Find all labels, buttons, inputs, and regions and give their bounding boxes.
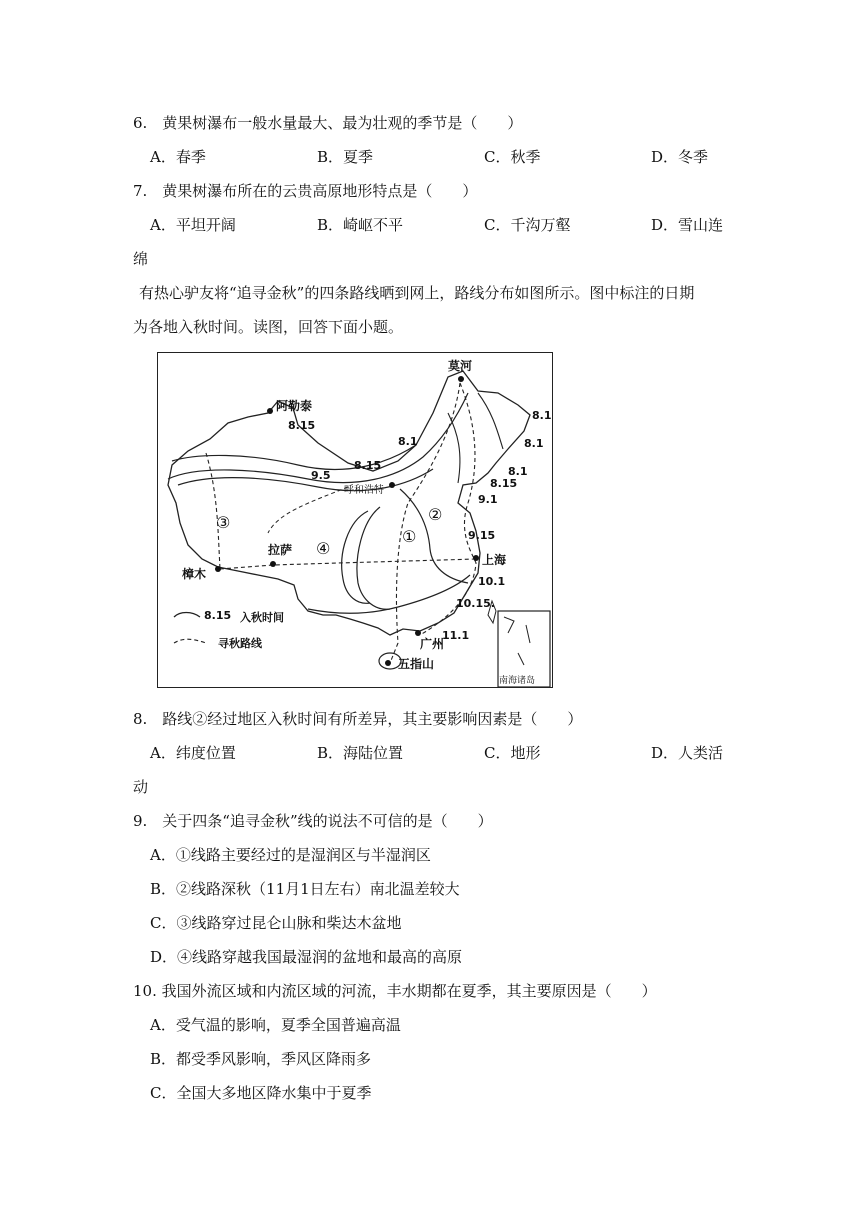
date-label: 11.1 xyxy=(442,629,470,642)
city-label-lasa: 拉萨 xyxy=(268,543,293,557)
question-6-stem: 6. 黄果树瀑布一般水量最大、最为壮观的季节是（ ） xyxy=(133,114,523,132)
date-label: 9.5 xyxy=(311,469,331,482)
isoline xyxy=(448,413,460,483)
isoline xyxy=(308,575,470,613)
option-d: D．人类活 xyxy=(651,744,724,762)
option-b: B．夏季 xyxy=(317,148,374,166)
city-dot-zhangmu xyxy=(215,566,221,572)
date-label: 10.15. xyxy=(456,597,495,610)
city-label-shanghai: 上海 xyxy=(482,553,507,567)
question-7-stem: 7. 黄果树瀑布所在的云贵高原地形特点是（ ） xyxy=(133,182,478,200)
option-a: A．春季 xyxy=(150,148,206,166)
option-b: B．②线路深秋（11月1日左右）南北温差较大 xyxy=(150,880,460,898)
date-label: 10.1 xyxy=(478,575,506,588)
option-b: B．崎岖不平 xyxy=(317,216,404,234)
date-label: 8.15 xyxy=(288,419,316,432)
inset-coast xyxy=(504,617,530,665)
option-a: A．受气温的影响，夏季全国普遍高温 xyxy=(150,1016,401,1034)
option-c: C．全国大多地区降水集中于夏季 xyxy=(150,1084,372,1102)
city-dot-wuzhishan xyxy=(385,660,391,666)
city-dot-lasa xyxy=(270,561,276,567)
question-8-options xyxy=(150,742,740,763)
question-7-option-continuation: 绵 xyxy=(133,250,149,268)
option-c: C．③线路穿过昆仑山脉和柴达木盆地 xyxy=(150,914,402,932)
date-label: 9.1 xyxy=(478,493,498,506)
city-label-huhehaote: 呼和浩特 xyxy=(344,485,384,496)
question-7-options xyxy=(150,214,740,235)
isoline xyxy=(357,507,390,609)
city-dot-aletai xyxy=(267,408,273,414)
route-branch xyxy=(268,487,348,533)
city-label-aletai: 阿勒泰 xyxy=(276,399,313,413)
question-6-options xyxy=(150,146,740,167)
route-4-marker: ④ xyxy=(316,539,331,558)
date-label: 8.1 xyxy=(398,435,418,448)
option-b: B．海陆位置 xyxy=(317,744,404,762)
isoline xyxy=(478,393,503,449)
date-label: 8.1 xyxy=(508,465,528,478)
intro-line-1: 有热心驴友将“追寻金秋”的四条路线晒到网上，路线分布如图所示。图中标注的日期 xyxy=(139,284,695,302)
intro-line-2: 为各地入秋时间。读图，回答下面小题。 xyxy=(133,318,404,336)
legend-isoline-value: 8.15 xyxy=(204,609,232,622)
option-c: C．千沟万壑 xyxy=(484,216,571,234)
city-label-wuzhishan: 五指山 xyxy=(398,657,435,671)
city-label-mohe: 莫河 xyxy=(448,359,473,373)
city-dot-mohe xyxy=(458,376,464,382)
city-dot-huhehaote xyxy=(389,482,395,488)
option-d: D．雪山连 xyxy=(651,216,724,234)
date-label: 8.15 xyxy=(354,459,382,472)
date-label: 8.15 xyxy=(490,477,518,490)
option-c: C．秋季 xyxy=(484,148,541,166)
city-label-zhangmu: 樟木 xyxy=(182,567,207,581)
route-1-marker: ① xyxy=(402,527,417,546)
date-label: 8.1 xyxy=(532,409,552,422)
city-label-guangzhou: 广州 xyxy=(420,637,445,651)
option-a: A．纬度位置 xyxy=(150,744,236,762)
question-10-stem: 10. 我国外流区域和内流区域的河流，丰水期都在夏季，其主要原因是（ ） xyxy=(133,982,657,1000)
question-8-stem: 8. 路线②经过地区入秋时间有所差异，其主要影响因素是（ ） xyxy=(133,710,583,728)
date-label: 9.15 xyxy=(468,529,496,542)
city-dot-shanghai xyxy=(473,555,479,561)
option-b: B．都受季风影响，季风区降雨多 xyxy=(150,1050,372,1068)
option-d: D．④线路穿越我国最湿润的盆地和最高的高原 xyxy=(150,948,463,966)
country-outline xyxy=(168,371,530,635)
route-2-marker: ② xyxy=(428,505,443,524)
legend-route-label: 寻秋路线 xyxy=(218,637,262,650)
date-label: 8.1 xyxy=(524,437,544,450)
option-a: A．平坦开阔 xyxy=(150,216,236,234)
isoline xyxy=(178,469,433,491)
autumn-routes-map xyxy=(157,352,553,688)
legend-isoline-label: 入秋时间 xyxy=(240,611,284,624)
option-c: C．地形 xyxy=(484,744,541,762)
inset-label: 南海诸岛 xyxy=(499,676,536,686)
option-d: D．冬季 xyxy=(651,148,709,166)
question-9-stem: 9. 关于四条“追寻金秋”线的说法不可信的是（ ） xyxy=(133,812,493,830)
question-8-option-continuation: 动 xyxy=(133,778,149,796)
option-a: A．①线路主要经过的是湿润区与半湿润区 xyxy=(150,846,431,864)
legend-isoline-symbol xyxy=(174,613,200,618)
route-3-marker: ③ xyxy=(216,513,231,532)
legend-route-symbol xyxy=(174,639,206,643)
route-1 xyxy=(390,383,460,663)
